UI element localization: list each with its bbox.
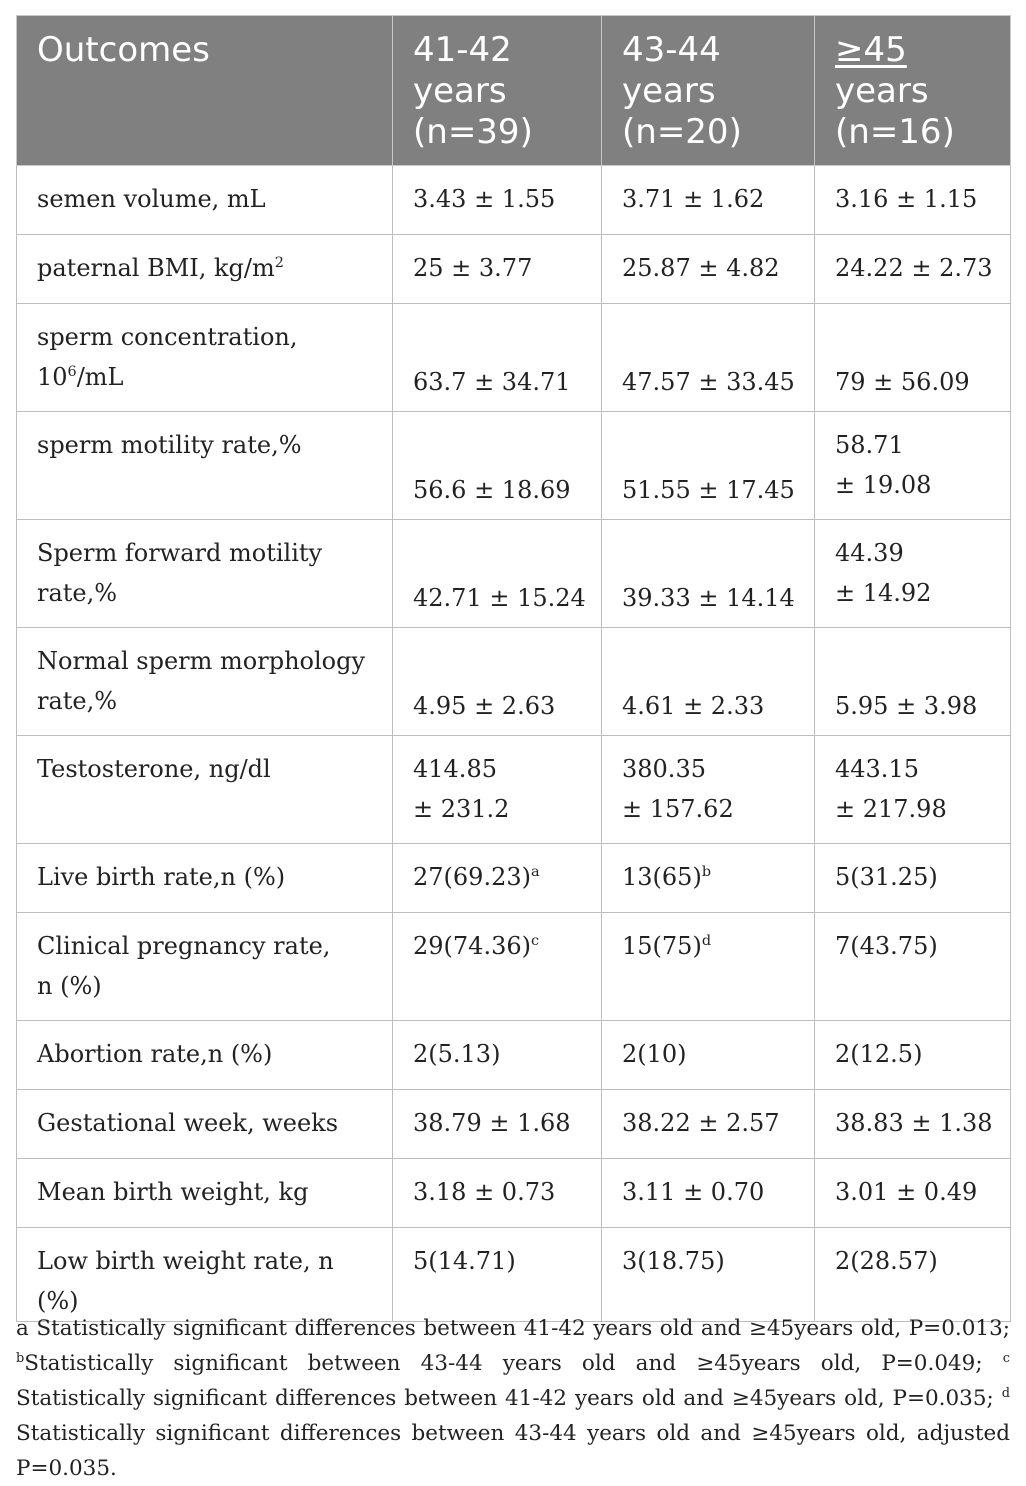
row-label: Gestational week, weeks	[17, 1090, 393, 1159]
table-row	[17, 736, 1011, 844]
cell-41-42: $27(69.23)^a$	[393, 844, 602, 913]
table-row	[17, 235, 1011, 304]
cell-45-plus: 79 ± 56.09	[815, 304, 1011, 412]
header-41-42: 41-42 years (n=39)	[393, 16, 602, 166]
cell-41-42: 3.18 ± 0.73	[393, 1159, 602, 1228]
cell-43-44: 380.35 ± 157.62	[602, 736, 815, 844]
table-row	[17, 1159, 1011, 1228]
header-45-plus: ≥45 years (n=16)	[815, 16, 1011, 166]
row-label: Sperm forward motility rate,%	[17, 520, 393, 628]
row-label: Clinical pregnancy rate, n (%)	[17, 913, 393, 1021]
table-row	[17, 166, 1011, 235]
row-label: paternal BMI, $kg/m^2$	[17, 235, 393, 304]
table-row	[17, 628, 1011, 736]
cell-43-44: $15(75)^d$	[602, 913, 815, 1021]
cell-45-plus: 38.83 ± 1.38	[815, 1090, 1011, 1159]
row-label: Testosterone, ng/dl	[17, 736, 393, 844]
cell-41-42: 56.6 ± 18.69	[393, 412, 602, 520]
cell-41-42: 2(5.13)	[393, 1021, 602, 1090]
row-label: semen volume, mL	[17, 166, 393, 235]
cell-45-plus: 2(28.57)	[815, 1228, 1011, 1322]
cell-43-44: 25.87 ± 4.82	[602, 235, 815, 304]
cell-41-42: 63.7 ± 34.71	[393, 304, 602, 412]
cell-43-44: 47.57 ± 33.45	[602, 304, 815, 412]
table-body	[17, 166, 1011, 1322]
cell-41-42: 42.71 ± 15.24	[393, 520, 602, 628]
table-row	[17, 1021, 1011, 1090]
table-row	[17, 844, 1011, 913]
header-row	[17, 16, 1011, 166]
cell-43-44: 3.71 ± 1.62	[602, 166, 815, 235]
table-row	[17, 520, 1011, 628]
table-row	[17, 1228, 1011, 1322]
header-43-44: 43-44 years (n=20)	[602, 16, 815, 166]
row-label: Mean birth weight, kg	[17, 1159, 393, 1228]
row-label: Abortion rate,n (%)	[17, 1021, 393, 1090]
cell-45-plus: 44.39 ± 14.92	[815, 520, 1011, 628]
table-wrapper	[16, 15, 1010, 1322]
table-row	[17, 304, 1011, 412]
cell-45-plus: 3.16 ± 1.15	[815, 166, 1011, 235]
cell-45-plus: 5(31.25)	[815, 844, 1011, 913]
cell-43-44: 51.55 ± 17.45	[602, 412, 815, 520]
cell-45-plus: 3.01 ± 0.49	[815, 1159, 1011, 1228]
cell-41-42: 414.85 ± 231.2	[393, 736, 602, 844]
cell-43-44: 39.33 ± 14.14	[602, 520, 815, 628]
cell-41-42: 38.79 ± 1.68	[393, 1090, 602, 1159]
cell-41-42: 4.95 ± 2.63	[393, 628, 602, 736]
table-row	[17, 1090, 1011, 1159]
row-label: Live birth rate,n (%)	[17, 844, 393, 913]
outcomes-table	[16, 15, 1011, 1322]
table-header	[17, 16, 1011, 166]
cell-45-plus: 5.95 ± 3.98	[815, 628, 1011, 736]
cell-43-44: 3(18.75)	[602, 1228, 815, 1322]
cell-45-plus: 58.71 ± 19.08	[815, 412, 1011, 520]
cell-43-44: 38.22 ± 2.57	[602, 1090, 815, 1159]
cell-41-42: 5(14.71)	[393, 1228, 602, 1322]
table-footnote: a Statistically significant differences between 41-42 years old and ≥45years old, P=0.013; $^b$Statistically significant between 43-44 years old and ≥45years old, P=0.049; $^c$ Statistically significant differences between 41-42 years old and ≥45years old, P=0.035; $^d$ Statistically significant differences between 43-44 years old and ≥45years old, adjusted P=0.035.	[16, 1316, 1010, 1481]
cell-45-plus: 2(12.5)	[815, 1021, 1011, 1090]
cell-43-44: 4.61 ± 2.33	[602, 628, 815, 736]
cell-43-44: $13(65)^b$	[602, 844, 815, 913]
row-label: Low birth weight rate, n (%)	[17, 1228, 393, 1322]
cell-41-42: 25 ± 3.77	[393, 235, 602, 304]
row-label: sperm motility rate,%	[17, 412, 393, 520]
cell-41-42: 3.43 ± 1.55	[393, 166, 602, 235]
cell-45-plus: 7(43.75)	[815, 913, 1011, 1021]
cell-45-plus: 24.22 ± 2.73	[815, 235, 1011, 304]
cell-43-44: 2(10)	[602, 1021, 815, 1090]
row-label: Normal sperm morphology rate,%	[17, 628, 393, 736]
table-row	[17, 412, 1011, 520]
cell-41-42: $29(74.36)^c$	[393, 913, 602, 1021]
row-label: sperm concentration, $10^6/mL$	[17, 304, 393, 412]
header-outcomes: Outcomes	[17, 16, 393, 166]
cell-43-44: 3.11 ± 0.70	[602, 1159, 815, 1228]
table-row	[17, 913, 1011, 1021]
cell-45-plus: 443.15 ± 217.98	[815, 736, 1011, 844]
